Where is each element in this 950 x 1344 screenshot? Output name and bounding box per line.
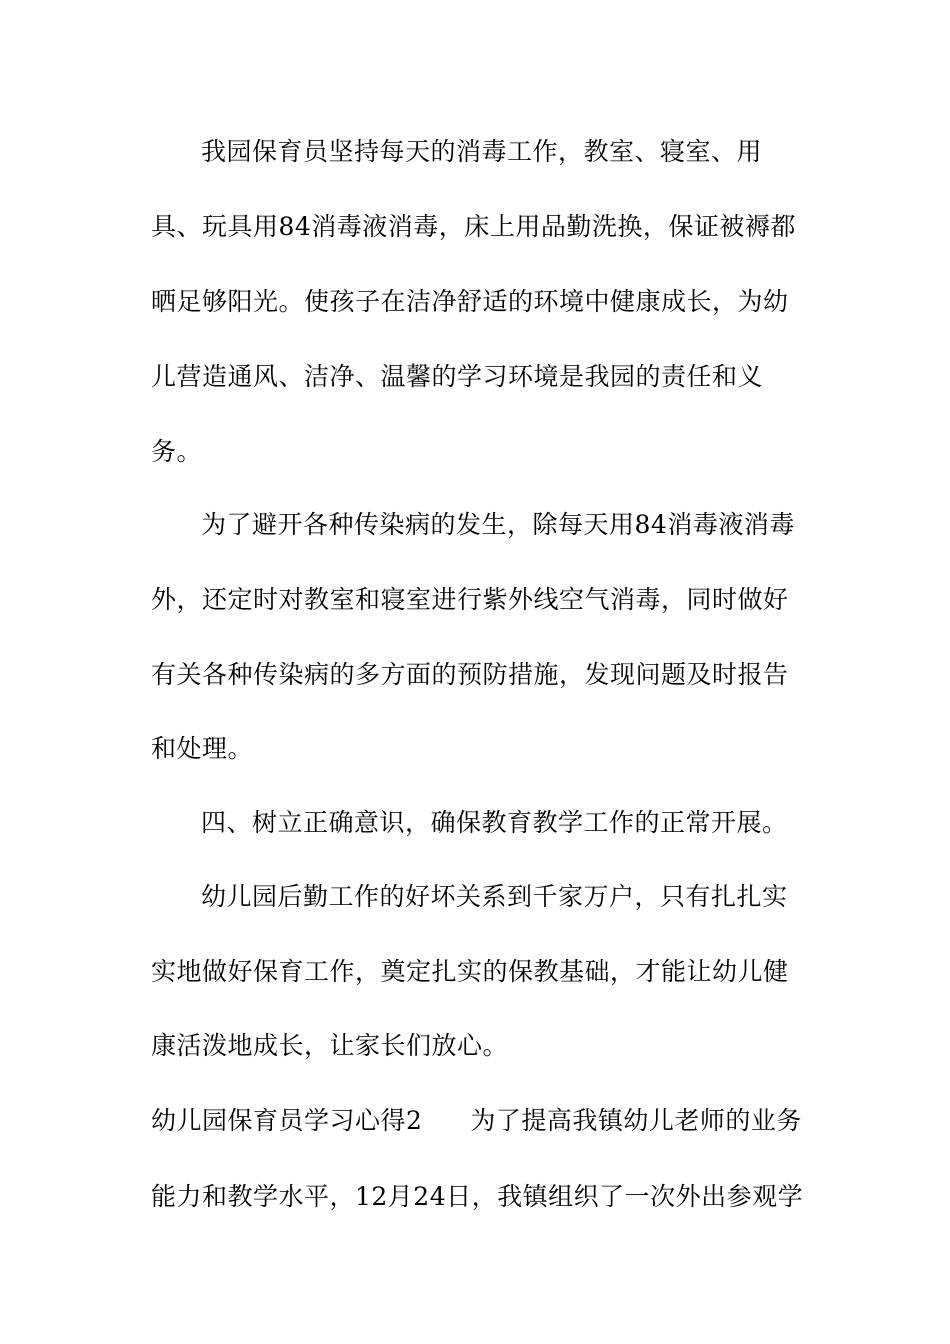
essay-title: 幼儿园保育员学习心得2 xyxy=(151,1106,423,1135)
heading-line xyxy=(151,1106,802,1136)
essay-intro: 为了提高我镇幼儿老师的业务 xyxy=(470,1106,802,1135)
paragraph-line: 幼儿园后勤工作的好坏关系到千家万户，只有扎扎实 xyxy=(201,882,788,911)
paragraph-line: 有关各种传染病的多方面的预防措施，发现问题及时报告 xyxy=(151,660,789,689)
paragraph-line: 和处理。 xyxy=(151,734,254,763)
paragraph-line: 实地做好保育工作，奠定扎实的保教基础，才能让幼儿健 xyxy=(151,957,789,986)
section-heading: 四、树立正确意识，确保教育教学工作的正常开展。 xyxy=(201,808,788,837)
paragraph-line: 外，还定时对教室和寝室进行紫外线空气消毒，同时做好 xyxy=(151,585,789,614)
paragraph-line: 儿营造通风、洁净、温馨的学习环境是我园的责任和义 xyxy=(151,362,764,391)
paragraph-line: 康活泼地成长，让家长们放心。 xyxy=(151,1031,509,1060)
paragraph-line: 能力和教学水平，12月24日，我镇组织了一次外出参观学 xyxy=(151,1182,804,1211)
paragraph-line: 晒足够阳光。使孩子在洁净舒适的环境中健康成长，为幼 xyxy=(151,287,789,316)
paragraph-line: 具、玩具用84消毒液消毒，床上用品勤洗换，保证被褥都 xyxy=(151,212,796,241)
paragraph-line: 为了避开各种传染病的发生，除每天用84消毒液消毒 xyxy=(201,510,795,539)
paragraph-line: 务。 xyxy=(151,437,203,466)
paragraph-line: 我园保育员坚持每天的消毒工作，教室、寝室、用 xyxy=(201,137,763,166)
